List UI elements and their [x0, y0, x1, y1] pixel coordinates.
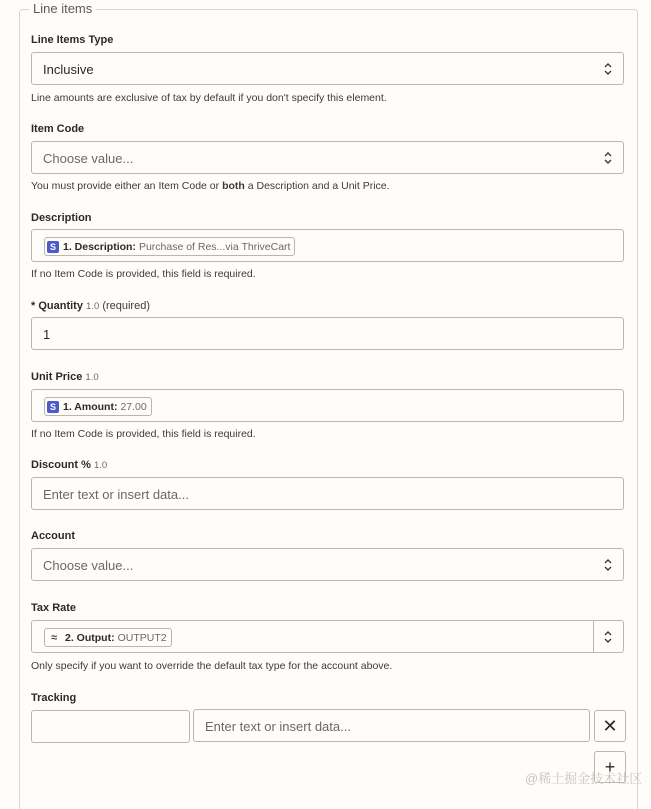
tracking-key-input[interactable]	[31, 710, 190, 743]
remove-tracking-button[interactable]	[594, 710, 626, 742]
tax-rate-select[interactable]	[31, 620, 624, 653]
unit-price-input[interactable]	[31, 389, 624, 422]
item-code-select[interactable]	[31, 141, 624, 174]
select-arrows-icon	[603, 558, 613, 572]
unit-price-data-pill[interactable]: S 1. Amount: 27.00	[44, 397, 152, 416]
discount-placeholder: Enter text or insert data...	[43, 487, 189, 502]
tax-rate-help: Only specify if you want to override the default tax type for the account above.	[31, 660, 393, 672]
quantity-input[interactable]	[31, 317, 624, 350]
app-s-icon: S	[47, 401, 59, 413]
discount-input[interactable]	[31, 477, 624, 510]
tax-rate-label: Tax Rate	[31, 602, 77, 614]
quantity-label: * Quantity 1.0 (required)	[31, 300, 150, 312]
description-data-pill[interactable]: S 1. Description: Purchase of Res...via ThriveCart	[44, 237, 295, 256]
select-arrows-icon	[603, 151, 613, 165]
unit-price-label: Unit Price 1.0	[31, 371, 99, 383]
select-arrows-icon[interactable]	[603, 630, 613, 644]
item-code-placeholder: Choose value...	[43, 151, 134, 166]
tracking-label: Tracking	[31, 692, 77, 704]
fieldset-legend: Line items	[29, 1, 96, 16]
plus-icon: +	[604, 756, 616, 777]
account-placeholder: Choose value...	[43, 558, 134, 573]
line-items-type-label: Line Items Type	[31, 34, 114, 46]
description-label: Description	[31, 212, 92, 224]
watermark: @稀土掘金技术社区	[525, 771, 643, 786]
select-arrows-icon	[603, 62, 613, 76]
tracking-value-placeholder: Enter text or insert data...	[205, 719, 351, 734]
unit-price-help: If no Item Code is provided, this field is required.	[31, 428, 256, 440]
line-items-type-select[interactable]	[31, 52, 624, 85]
app-s-icon: S	[47, 241, 59, 253]
quantity-value: 1	[43, 327, 51, 342]
account-select[interactable]	[31, 548, 624, 581]
description-help: If no Item Code is provided, this field is required.	[31, 268, 256, 280]
close-icon: ✕	[602, 715, 618, 736]
tracking-value-input[interactable]	[193, 709, 590, 742]
line-items-type-help: Line amounts are exclusive of tax by default if you don't specify this element.	[31, 92, 387, 104]
line-items-type-value: Inclusive	[43, 62, 94, 77]
account-label: Account	[31, 530, 75, 542]
description-input[interactable]	[31, 229, 624, 262]
discount-label: Discount % 1.0	[31, 459, 108, 471]
item-code-label: Item Code	[31, 123, 85, 135]
item-code-help: You must provide either an Item Code or both a Description and a Unit Price.	[31, 180, 390, 192]
formatter-icon: ≈	[50, 631, 58, 644]
tax-rate-data-pill[interactable]: ≈ 2. Output: OUTPUT2	[44, 628, 172, 647]
select-divider	[593, 621, 594, 652]
